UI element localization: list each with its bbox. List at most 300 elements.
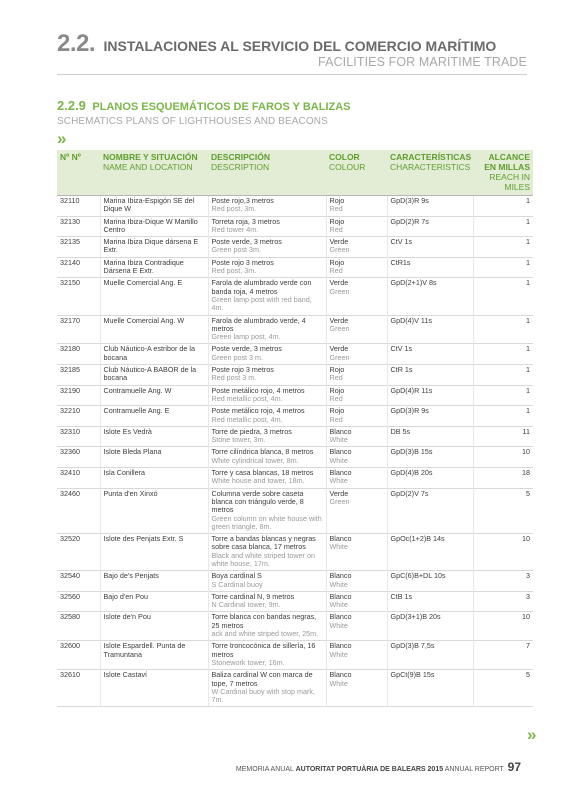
cell-name xyxy=(100,670,208,707)
cell-char xyxy=(387,216,473,237)
footer-prefix: MEMORIA ANUAL xyxy=(235,766,294,773)
cell-name xyxy=(100,365,208,386)
cell-color-en: White xyxy=(329,649,348,659)
lighthouse-table xyxy=(57,150,533,707)
cell-color xyxy=(326,315,387,344)
cell-name-es: Islote de'n Pou xyxy=(103,612,151,622)
table-row xyxy=(57,426,533,447)
cell-num xyxy=(57,237,100,258)
table-row xyxy=(57,591,533,612)
cell-char xyxy=(387,196,473,217)
cell-char-es: GpD(3)R 9s xyxy=(390,196,429,205)
cell-desc-en: Green lamp post, 4m. xyxy=(211,332,281,342)
cell-desc xyxy=(208,344,326,365)
cell-char xyxy=(387,315,473,344)
cell-num-es: 32520 xyxy=(60,534,80,544)
footer-org: AUTORITAT PORTUÀRIA DE BALEARS 2015 xyxy=(295,766,444,773)
cell-num-es: 32110 xyxy=(60,196,80,205)
cell-reach-es: 1 xyxy=(526,257,530,267)
cell-name xyxy=(100,468,208,489)
cell-char xyxy=(387,426,473,447)
cell-desc-es: Torre a bandas blancas y negras sobre casa blanca, 17 metros xyxy=(211,534,316,552)
cell-char xyxy=(387,670,473,707)
cell-name-es: Marina Ibiza Dique dársena E Extr. xyxy=(103,237,199,255)
cell-reach xyxy=(473,237,533,258)
cell-color xyxy=(326,670,387,707)
cell-color xyxy=(326,344,387,365)
cell-color-es: Blanco xyxy=(329,591,352,601)
chapter-header xyxy=(57,30,527,69)
section-subtitle: SCHEMATICS PLANS OF LIGHTHOUSES AND BEACONS xyxy=(57,116,328,127)
table-row xyxy=(57,641,533,670)
cell-color xyxy=(326,468,387,489)
cell-name-es: Contramuelle Ang. W xyxy=(103,385,172,395)
cell-desc xyxy=(208,571,326,592)
table-row xyxy=(57,216,533,237)
cell-char-es: CtR1s xyxy=(390,257,411,267)
cell-color-en: Green xyxy=(329,352,350,362)
cell-name-es: Islote Espardell. Punta de Tramuntana xyxy=(103,641,186,659)
cell-reach-es: 1 xyxy=(526,315,530,325)
cell-num xyxy=(57,196,100,217)
cell-desc-es: Baliza cardinal W con marca de tope, 7 metros xyxy=(211,670,313,688)
cell-char-es: GpD(2)R 7s xyxy=(390,216,429,226)
cell-name-es: Muelle Comercial Ang. W xyxy=(103,315,185,325)
cell-char-es: GpD(3+1)B 20s xyxy=(390,612,441,622)
cell-desc-es: Poste verde, 3 metros xyxy=(211,237,282,247)
cell-color-es: Rojo xyxy=(329,216,345,226)
cell-char xyxy=(387,447,473,468)
chevron-icon: » xyxy=(57,129,67,148)
cell-num-es: 32610 xyxy=(60,670,80,680)
cell-desc xyxy=(208,468,326,489)
cell-reach-es: 1 xyxy=(526,237,530,247)
cell-num-es: 32410 xyxy=(60,468,80,478)
cell-reach-es: 1 xyxy=(526,385,530,395)
cell-num-es: 32460 xyxy=(60,488,80,498)
cell-char xyxy=(387,612,473,641)
header-name: NOMBRE Y SITUACIÓN NAME AND LOCATION xyxy=(100,150,208,196)
cell-color xyxy=(326,571,387,592)
table-row xyxy=(57,406,533,427)
cell-color-es: Blanco xyxy=(329,670,352,680)
cell-reach xyxy=(473,344,533,365)
cell-color xyxy=(326,237,387,258)
cell-desc xyxy=(208,591,326,612)
cell-color-en: Red xyxy=(329,266,343,276)
cell-num-es: 32540 xyxy=(60,571,80,581)
cell-name xyxy=(100,216,208,237)
cell-color xyxy=(326,534,387,571)
cell-char-es: CtV 1s xyxy=(390,344,413,354)
cell-char-es: GpC(6)B+DL 10s xyxy=(390,571,446,581)
cell-reach-es: 3 xyxy=(526,591,530,601)
cell-color-en: Red xyxy=(329,224,343,234)
cell-char xyxy=(387,237,473,258)
page-footer xyxy=(236,760,521,774)
cell-name xyxy=(100,406,208,427)
cell-color-en: Green xyxy=(329,323,350,333)
cell-color-en: Red xyxy=(329,393,343,403)
header-color: COLOR COLOUR xyxy=(326,150,387,196)
cell-reach-es: 7 xyxy=(526,641,530,651)
cell-num-es: 32580 xyxy=(60,612,80,622)
cell-desc-en: Red post, 3m. xyxy=(211,204,257,214)
cell-reach-es: 1 xyxy=(526,196,530,205)
cell-desc-es: Farola de alumbrado verde con banda roja, 4 metros xyxy=(211,278,312,296)
cell-desc-en: Stonework tower, 16m. xyxy=(211,657,285,667)
cell-name xyxy=(100,278,208,315)
cell-reach xyxy=(473,534,533,571)
cell-num-es: 32560 xyxy=(60,591,80,601)
cell-color-es: Blanco xyxy=(329,426,352,436)
cell-name-es: Bajo d'en Pou xyxy=(103,591,149,601)
cell-color xyxy=(326,406,387,427)
cell-desc-en: White cylindrical tower, 8m. xyxy=(211,455,299,465)
cell-num-es: 32130 xyxy=(60,216,80,226)
cell-desc-en: Green column on white house with green triangle, 8m. xyxy=(211,513,322,531)
cell-char-es: GpD(3)R 9s xyxy=(390,406,429,416)
cell-reach xyxy=(473,365,533,386)
cell-num-es: 32190 xyxy=(60,385,80,395)
cell-color xyxy=(326,426,387,447)
cell-reach-es: 10 xyxy=(522,534,530,544)
header-num: Nº Nº xyxy=(57,150,100,196)
cell-char-es: CtR 1s xyxy=(390,365,413,375)
cell-char-es: GpD(4)V 11s xyxy=(390,315,432,325)
cell-char xyxy=(387,257,473,278)
cell-name-es: Islote Es Vedrà xyxy=(103,426,152,436)
cell-color-es: Rojo xyxy=(329,257,345,267)
cell-num-es: 32170 xyxy=(60,315,80,325)
cell-desc xyxy=(208,196,326,217)
cell-desc-es: Torre blanca con bandas negras, 25 metros xyxy=(211,612,317,630)
cell-name-es: Islote des Penjats Extr. S xyxy=(103,534,184,544)
table-row xyxy=(57,612,533,641)
cell-name xyxy=(100,237,208,258)
cell-reach-es: 5 xyxy=(526,670,530,680)
cell-char-es: GpD(4)R 11s xyxy=(390,385,433,395)
cell-reach xyxy=(473,216,533,237)
cell-color-es: Blanco xyxy=(329,534,352,544)
cell-char xyxy=(387,385,473,406)
cell-color-es: Verde xyxy=(329,488,349,498)
header-reach: ALCANCE EN MILLAS REACH IN MILES xyxy=(473,150,533,196)
cell-color xyxy=(326,612,387,641)
cell-reach-es: 1 xyxy=(526,216,530,226)
cell-name xyxy=(100,488,208,533)
cell-color xyxy=(326,196,387,217)
section-number: 2.2.9 xyxy=(57,98,86,113)
cell-num xyxy=(57,365,100,386)
cell-reach-es: 1 xyxy=(526,344,530,354)
cell-reach xyxy=(473,278,533,315)
cell-desc-en: Red post 3 m. xyxy=(211,373,257,383)
table-row xyxy=(57,670,533,707)
cell-num xyxy=(57,612,100,641)
cell-desc-es: Poste rojo 3 metros xyxy=(211,365,274,375)
cell-desc xyxy=(208,406,326,427)
cell-desc xyxy=(208,426,326,447)
cell-desc-en: N Cardinal tower, 9m. xyxy=(211,600,281,610)
cell-name xyxy=(100,315,208,344)
cell-char xyxy=(387,591,473,612)
cell-reach xyxy=(473,571,533,592)
cell-num xyxy=(57,385,100,406)
cell-char-es: GpD(4)B 20s xyxy=(390,468,433,478)
cell-reach xyxy=(473,315,533,344)
cell-color-en: Red xyxy=(329,373,343,383)
cell-name xyxy=(100,641,208,670)
cell-name xyxy=(100,426,208,447)
cell-char xyxy=(387,571,473,592)
cell-desc xyxy=(208,365,326,386)
cell-desc-es: Poste rojo 3 metros xyxy=(211,257,274,267)
cell-name-es: Marina Ibiza-Dique W Martillo Centro xyxy=(103,216,198,234)
cell-num xyxy=(57,315,100,344)
cell-desc-es: Torre de piedra, 3 metros xyxy=(211,426,292,436)
cell-reach xyxy=(473,196,533,217)
header-divider xyxy=(57,74,527,75)
cell-color-es: Blanco xyxy=(329,447,352,457)
cell-color-en: White xyxy=(329,579,348,589)
cell-desc xyxy=(208,447,326,468)
cell-color-en: White xyxy=(329,678,348,688)
cell-reach-es: 5 xyxy=(526,488,530,498)
cell-name-es: Club Náutico-A estribor de la bocana xyxy=(103,344,195,362)
chapter-title: INSTALACIONES AL SERVICIO DEL COMERCIO MARÍTIMO xyxy=(103,38,497,54)
cell-desc xyxy=(208,278,326,315)
table-row xyxy=(57,344,533,365)
cell-desc xyxy=(208,237,326,258)
cell-num xyxy=(57,488,100,533)
cell-color-en: White xyxy=(329,435,348,445)
cell-char-es: GpD(2+1)V 8s xyxy=(390,278,437,288)
cell-color-es: Rojo xyxy=(329,385,345,395)
cell-num xyxy=(57,426,100,447)
cell-color-en: Green xyxy=(329,286,350,296)
cell-color xyxy=(326,278,387,315)
cell-reach xyxy=(473,670,533,707)
cell-char xyxy=(387,468,473,489)
cell-reach xyxy=(473,641,533,670)
section-title: PLANOS ESQUEMÁTICOS DE FAROS Y BALIZAS xyxy=(92,101,351,113)
table-row xyxy=(57,488,533,533)
cell-color-es: Blanco xyxy=(329,468,352,478)
cell-desc-en: Red tower 4m. xyxy=(211,224,259,234)
cell-desc xyxy=(208,488,326,533)
cell-name xyxy=(100,571,208,592)
table-row xyxy=(57,278,533,315)
cell-desc-en: S Cardinal buoy xyxy=(211,579,263,589)
section-header xyxy=(57,97,351,127)
cell-color-en: Green xyxy=(329,496,350,506)
cell-color-en: White xyxy=(329,455,348,465)
cell-char-es: GpD(2)V 7s xyxy=(390,488,429,498)
cell-desc-es: Poste metálico rojo, 4 metros xyxy=(211,385,305,395)
cell-reach xyxy=(473,447,533,468)
cell-char xyxy=(387,406,473,427)
table-row xyxy=(57,571,533,592)
cell-desc-en: W Cardinal buoy with stop mark, 7m. xyxy=(211,686,315,705)
cell-color-es: Verde xyxy=(329,344,349,354)
cell-num-es: 32185 xyxy=(60,365,80,375)
cell-desc xyxy=(208,315,326,344)
table-header-row xyxy=(57,150,533,196)
cell-name-es: Marina Ibiza Contradique Dársena E Extr. xyxy=(103,257,184,276)
cell-num-es: 32210 xyxy=(60,406,80,416)
cell-reach xyxy=(473,612,533,641)
header-desc: DESCRIPCIÓN DESCRIPTION xyxy=(208,150,326,196)
cell-num-es: 32180 xyxy=(60,344,80,354)
table-row xyxy=(57,237,533,258)
footer-suffix: ANNUAL REPORT xyxy=(444,766,504,773)
cell-color xyxy=(326,488,387,533)
cell-char xyxy=(387,488,473,533)
cell-num-es: 32135 xyxy=(60,237,80,247)
cell-reach xyxy=(473,406,533,427)
cell-desc-en: Green post 3 m. xyxy=(211,352,264,362)
table-row xyxy=(57,315,533,344)
cell-name-es: Marina Ibiza-Espigón SE del Dique W xyxy=(103,196,195,214)
cell-desc-es: Torreta roja, 3 metros xyxy=(211,216,280,226)
cell-color xyxy=(326,257,387,278)
cell-num xyxy=(57,447,100,468)
table-row xyxy=(57,385,533,406)
cell-name xyxy=(100,591,208,612)
cell-color-es: Verde xyxy=(329,315,349,325)
cell-reach-es: 11 xyxy=(522,426,530,436)
cell-name-es: Islote Bleda Plana xyxy=(103,447,162,457)
cell-num xyxy=(57,571,100,592)
cell-color xyxy=(326,216,387,237)
cell-desc xyxy=(208,257,326,278)
cell-desc xyxy=(208,216,326,237)
cell-char-es: GpD(3)B 7,5s xyxy=(390,641,435,651)
cell-name xyxy=(100,344,208,365)
table-row xyxy=(57,257,533,278)
cell-reach-es: 3 xyxy=(526,571,530,581)
cell-color-es: Verde xyxy=(329,278,349,288)
header-char: CARACTERÍSTICAS CHARACTERISTICS xyxy=(387,150,473,196)
cell-desc-en: Stone tower, 3m. xyxy=(211,435,266,445)
cell-num xyxy=(57,406,100,427)
cell-num xyxy=(57,257,100,278)
cell-color-en: White xyxy=(329,600,348,610)
cell-color-es: Rojo xyxy=(329,406,345,416)
cell-desc-en: Black and white striped tower on white house, 17m. xyxy=(211,550,315,568)
cell-reach xyxy=(473,591,533,612)
cell-reach xyxy=(473,385,533,406)
cell-desc-es: Poste verde, 3 metros xyxy=(211,344,282,354)
cell-desc-es: Torre cilíndrica blanca, 8 metros xyxy=(211,447,314,457)
table-row xyxy=(57,196,533,217)
cell-color-en: Red xyxy=(329,414,343,424)
cell-desc-en: Red metallic post, 4m. xyxy=(211,393,283,403)
cell-name-es: Isla Conillera xyxy=(103,468,146,478)
cell-num xyxy=(57,216,100,237)
cell-num xyxy=(57,591,100,612)
cell-color xyxy=(326,447,387,468)
cell-num xyxy=(57,670,100,707)
cell-desc xyxy=(208,670,326,707)
table-row xyxy=(57,468,533,489)
cell-num xyxy=(57,278,100,315)
cell-desc xyxy=(208,641,326,670)
cell-char-es: CtB 1s xyxy=(390,591,413,601)
cell-desc-en: Red post, 3m. xyxy=(211,266,257,276)
cell-desc-en: Green post 3m. xyxy=(211,245,262,255)
cell-name-es: Contramuelle Ang. E xyxy=(103,406,170,416)
cell-color-es: Blanco xyxy=(329,612,352,622)
cell-color-es: Verde xyxy=(329,237,349,247)
cell-color-es: Rojo xyxy=(329,365,345,375)
cell-char xyxy=(387,365,473,386)
cell-num xyxy=(57,344,100,365)
cell-color xyxy=(326,365,387,386)
cell-name-es: Punta d'en Xinxó xyxy=(103,488,158,498)
next-chevron-icon: » xyxy=(527,725,537,744)
cell-color xyxy=(326,591,387,612)
cell-reach xyxy=(473,426,533,447)
cell-desc-en: Red metallic post, 4m. xyxy=(211,414,283,424)
cell-desc-es: Torre troncocónica de sillería, 16 metros xyxy=(211,641,316,659)
cell-color-es: Rojo xyxy=(329,196,345,205)
cell-desc-es: Boya cardinal S xyxy=(211,571,262,581)
cell-name xyxy=(100,385,208,406)
cell-color-es: Blanco xyxy=(329,641,352,651)
cell-char-es: CtV 1s xyxy=(390,237,413,247)
table-row xyxy=(57,365,533,386)
cell-name xyxy=(100,257,208,278)
cell-desc-es: Torre cardinal N, 9 metros xyxy=(211,591,295,601)
cell-desc-en: ack and white striped tower, 25m. xyxy=(211,629,319,639)
cell-name-es: Islote Castaví xyxy=(103,670,148,680)
cell-char xyxy=(387,278,473,315)
cell-reach xyxy=(473,257,533,278)
table-row xyxy=(57,447,533,468)
cell-desc-es: Poste metálico rojo, 4 metros xyxy=(211,406,305,416)
cell-char-es: DB 5s xyxy=(390,426,411,436)
cell-char xyxy=(387,344,473,365)
cell-desc xyxy=(208,534,326,571)
cell-num xyxy=(57,534,100,571)
cell-num xyxy=(57,468,100,489)
cell-desc xyxy=(208,385,326,406)
cell-reach-es: 1 xyxy=(526,406,530,416)
cell-reach-es: 10 xyxy=(522,447,530,457)
cell-desc-es: Columna verde sobre caseta blanca con triángulo verde, 8 metros xyxy=(211,488,304,515)
cell-desc-en: Green lamp post with red band, 4m. xyxy=(211,294,312,313)
page-number: 97 xyxy=(507,760,521,774)
cell-color-en: Green xyxy=(329,245,350,255)
cell-num-es: 32140 xyxy=(60,257,80,267)
cell-desc-es: Farola de alumbrado verde, 4 metros xyxy=(211,315,306,333)
cell-color xyxy=(326,641,387,670)
cell-desc-es: Poste rojo,3 metros xyxy=(211,196,274,205)
cell-char-es: GpOc(1+2)B 14s xyxy=(390,534,445,544)
cell-num-es: 32310 xyxy=(60,426,80,436)
cell-name xyxy=(100,534,208,571)
cell-desc xyxy=(208,612,326,641)
cell-name-es: Bajo de's Penjats xyxy=(103,571,159,581)
cell-color-en: Red xyxy=(329,204,343,214)
cell-num-es: 32150 xyxy=(60,278,80,288)
cell-name-es: Club Náutico-A BABOR de la bocana xyxy=(103,365,197,383)
cell-name-es: Muelle Comercial Ang. E xyxy=(103,278,183,288)
cell-reach xyxy=(473,468,533,489)
chapter-subtitle: FACILITIES FOR MARITIME TRADE xyxy=(318,55,527,69)
